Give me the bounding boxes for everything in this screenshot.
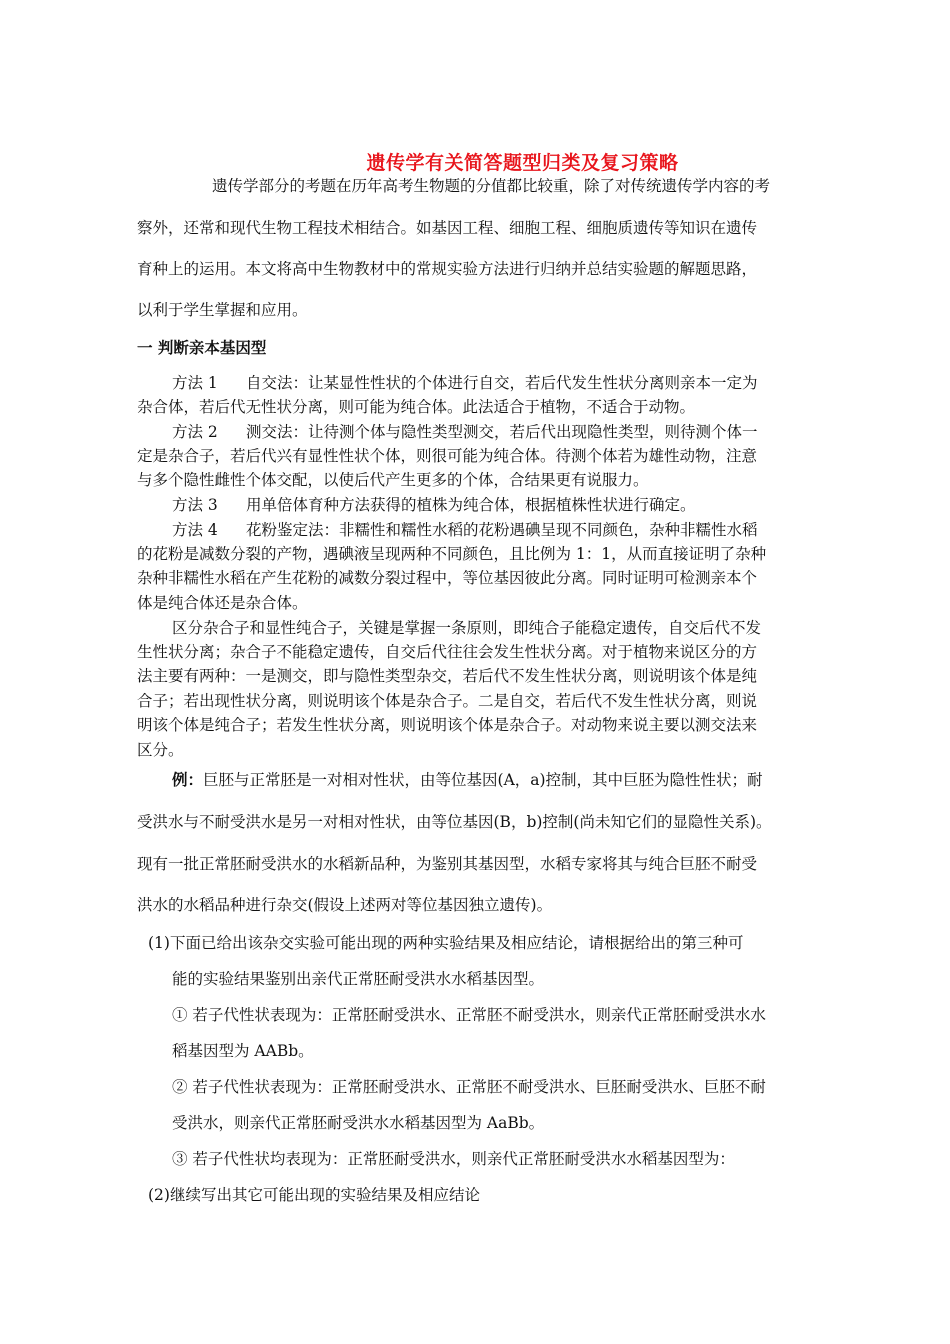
question-line: (1)下面已给出该杂交实验可能出现的两种实验结果及相应结论，请根据给出的第三种可: [148, 934, 744, 952]
method-text: 自交法：让某显性性状的个体进行自交，若后代发生性状分离则亲本一定为: [246, 374, 758, 392]
example-line: 现有一批正常胚耐受洪水的水稻新品种，为鉴别其基因型，水稻专家将其与纯合巨胚不耐受: [137, 855, 758, 873]
example-line: 洪水的水稻品种进行杂交(假设上述两对等位基因独立遗传)。: [137, 896, 553, 914]
paragraph-line: 生性状分离；杂合子不能稳定遗传，自交后代往往会发生性状分离。对于植物来说区分的方: [137, 643, 758, 661]
intro-line: 察外，还常和现代生物工程技术相结合。如基因工程、细胞工程、细胞质遗传等知识在遗传: [137, 219, 758, 237]
example-line: 受洪水与不耐受洪水是另一对相对性状，由等位基因(B，b)控制(尚未知它们的显隐性关系)。: [137, 813, 772, 831]
method-line: 与多个隐性雌性个体交配，以使后代产生更多的个体，合结果更有说服力。: [137, 471, 649, 489]
paragraph-line: 区分杂合子和显性纯合子，关键是掌握一条原则，即纯合子能稳定遗传，自交后代不发: [172, 619, 762, 637]
method-line: 定是杂合子，若后代兴有显性性状个体，则很可能为纯合体。待测个体若为雄性动物，注意: [137, 447, 758, 465]
method-line: [172, 373, 758, 393]
example-label: 例：: [172, 770, 204, 789]
method-line: 杂合体，若后代无性状分离，则可能为纯合体。此法适合于植物，不适合于动物。: [137, 398, 696, 416]
result-line: ② 若子代性状表现为：正常胚耐受洪水、正常胚不耐受洪水、巨胚耐受洪水、巨胚不耐: [172, 1078, 766, 1096]
method-line: 体是纯合体还是杂合体。: [137, 594, 308, 612]
paragraph-line: 法主要有两种：一是测交，即与隐性类型杂交，若后代不发生性状分离，则说明该个体是纯: [137, 667, 758, 685]
section-heading: 一 判断亲本基因型: [137, 339, 267, 357]
result-line: 稻基因型为 AABb。: [172, 1042, 314, 1060]
method-label: 方法 2: [172, 423, 218, 441]
intro-line: 以利于学生掌握和应用。: [137, 301, 308, 319]
question-line: 能的实验结果鉴别出亲代正常胚耐受洪水水稻基因型。: [172, 970, 545, 988]
method-text: 用单倍体育种方法获得的植株为纯合体，根据植株性状进行确定。: [246, 496, 696, 514]
method-line: [172, 422, 758, 442]
example-line: [172, 770, 763, 790]
method-label: 方法 4: [172, 521, 218, 539]
method-text: 花粉鉴定法：非糯性和糯性水稻的花粉遇碘呈现不同颜色，杂种非糯性水稻: [246, 521, 758, 539]
result-line: ① 若子代性状表现为：正常胚耐受洪水、正常胚不耐受洪水，则亲代正常胚耐受洪水水: [172, 1006, 766, 1024]
intro-line: 育种上的运用。本文将高中生物教材中的常规实验方法进行归纳并总结实验题的解题思路，: [137, 260, 758, 278]
question-line: (2)继续写出其它可能出现的实验结果及相应结论: [148, 1186, 480, 1204]
method-line: 杂种非糯性水稻在产生花粉的减数分裂过程中，等位基因彼此分离。同时证明可检测亲本个: [137, 569, 758, 587]
paragraph-line: 区分。: [137, 741, 184, 759]
paragraph-line: 明该个体是纯合子；若发生性状分离，则说明该个体是杂合子。对动物来说主要以测交法来: [137, 716, 758, 734]
method-label: 方法 3: [172, 496, 218, 514]
method-text: 测交法：让待测个体与隐性类型测交，若后代出现隐性类型，则待测个体一: [246, 423, 758, 441]
paragraph-line: 合子；若出现性状分离，则说明该个体是杂合子。二是自交，若后代不发生性状分离，则说: [137, 692, 758, 710]
method-label: 方法 1: [172, 374, 218, 392]
method-line: [172, 520, 758, 540]
result-line: ③ 若子代性状均表现为：正常胚耐受洪水，则亲代正常胚耐受洪水水稻基因型为：: [172, 1150, 735, 1168]
method-line: [172, 495, 696, 515]
result-line: 受洪水，则亲代正常胚耐受洪水水稻基因型为 AaBb。: [172, 1114, 545, 1132]
intro-line: 遗传学部分的考题在历年高考生物题的分值都比较重，除了对传统遗传学内容的考: [212, 177, 771, 195]
example-text: 巨胚与正常胚是一对相对性状，由等位基因(A，a)控制，其中巨胚为隐性性状；耐: [203, 771, 763, 789]
document-title: 遗传学有关简答题型归类及复习策略: [366, 152, 679, 174]
method-line: 的花粉是减数分裂的产物，遇碘液呈现两种不同颜色，且比例为 1：1，从而直接证明了杂种: [137, 545, 767, 563]
